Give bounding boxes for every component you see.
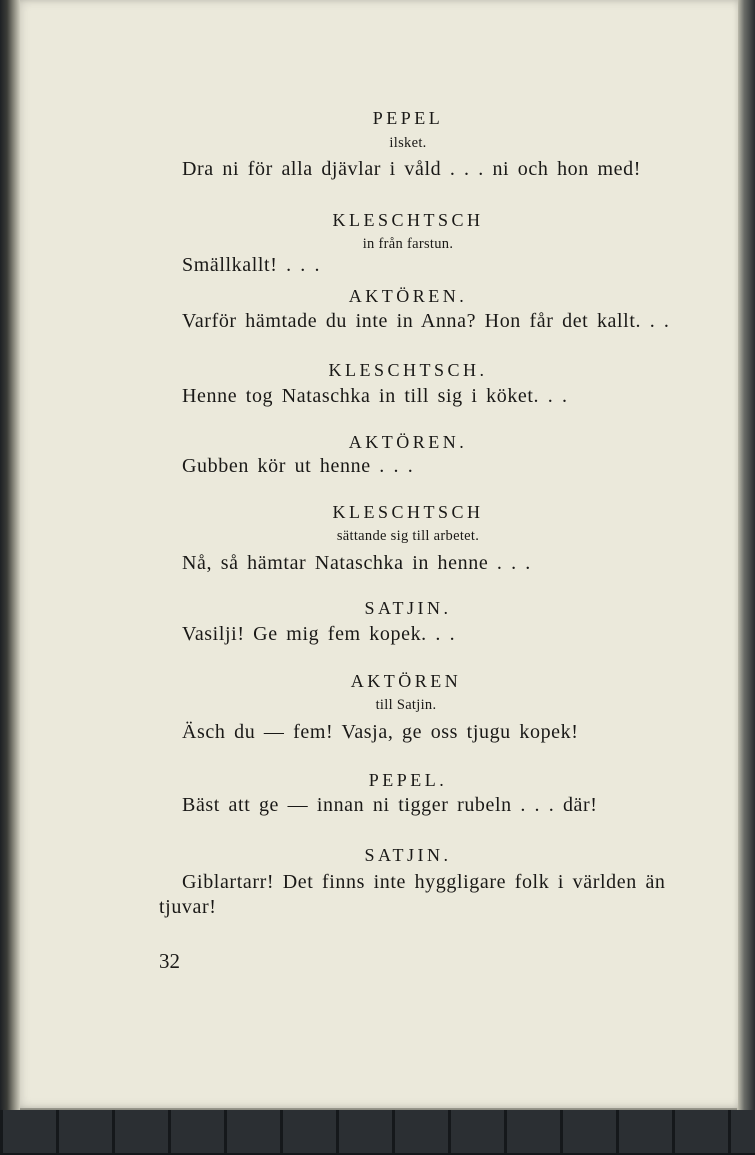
speaker-name: KLESCHTSCH	[332, 210, 484, 230]
speaker-name: SATJIN.	[364, 598, 452, 618]
page-number: 32	[159, 949, 180, 973]
speaker-name: AKTÖREN.	[348, 286, 468, 306]
dialogue-line: Bäst att ge — innan ni tigger rubeln . . . där!	[182, 794, 598, 816]
dialogue-line: Äsch du — fem! Vasja, ge oss tjugu kopek!	[182, 721, 579, 743]
dialogue-line: Nå, så hämtar Nataschka in henne . . .	[182, 552, 531, 574]
dialogue-line: Giblartarr! Det finns inte hyggligare folk i världen än	[182, 871, 666, 893]
dialogue-line: Vasilji! Ge mig fem kopek. . .	[182, 623, 456, 645]
stage-direction: till Satjin.	[375, 697, 437, 713]
dialogue-line: Gubben kör ut henne . . .	[182, 455, 414, 477]
speaker-name: KLESCHTSCH	[332, 502, 484, 522]
dialogue-line: Dra ni för alla djävlar i våld . . . ni och hon med!	[182, 158, 641, 180]
book-spine	[0, 0, 20, 1110]
speaker-name: KLESCHTSCH.	[328, 360, 488, 380]
stage-direction: in från farstun.	[362, 236, 454, 252]
speaker-name: AKTÖREN	[350, 671, 462, 691]
dialogue-line: Varför hämtade du inte in Anna? Hon får det kallt. . .	[182, 310, 670, 332]
dialogue-line-continued: tjuvar!	[159, 896, 217, 918]
page-right-edge	[737, 0, 755, 1110]
dialogue-line: Smällkallt! . . .	[182, 254, 321, 276]
dialogue-line: Henne tog Nataschka in till sig i köket. . .	[182, 385, 568, 407]
speaker-name: PEPEL	[372, 108, 444, 128]
speaker-name: SATJIN.	[364, 845, 452, 865]
stage-direction: sättande sig till arbetet.	[336, 528, 480, 544]
speaker-name: AKTÖREN.	[348, 432, 468, 452]
speaker-name: PEPEL.	[368, 770, 448, 790]
stage-direction: ilsket.	[389, 135, 427, 151]
